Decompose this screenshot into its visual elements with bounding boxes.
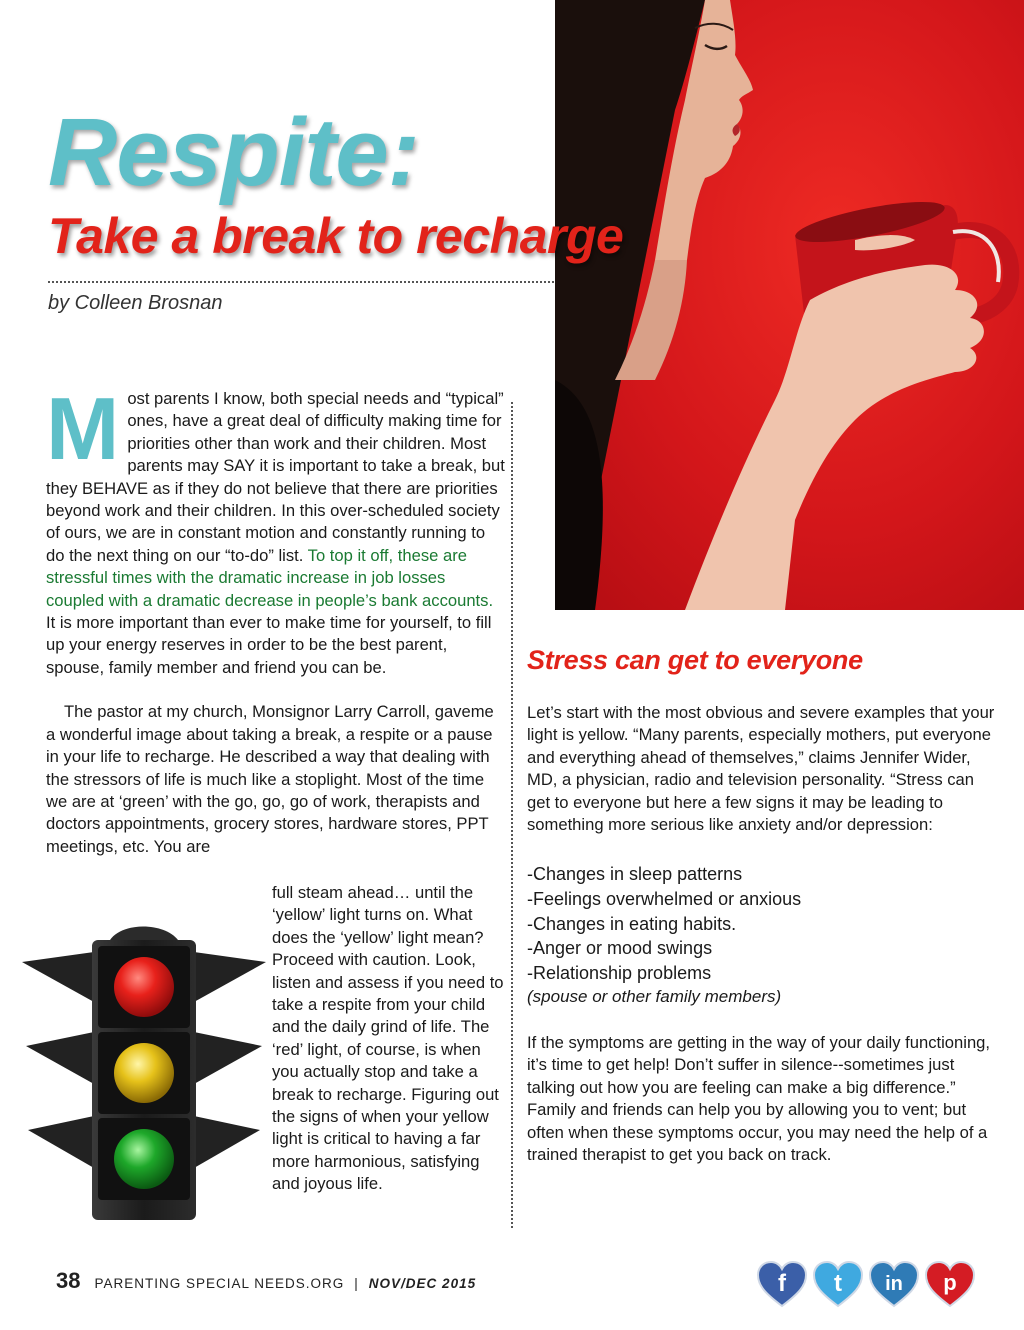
footer-separator: |: [354, 1276, 359, 1291]
pinterest-glyph: p: [943, 1270, 957, 1295]
facebook-icon[interactable]: [756, 1258, 808, 1310]
stress-intro: Let’s start with the most obvious and severe examples that your light is yellow. “Many parents, especially mothers, put everyone and everything ahead of themselves,” claims Jennifer Wider, MD, a physician, radio and television personality. “Stress can get to everyone but here a few signs it may be leading to something more serious like anxiety and/or depression:: [527, 703, 995, 835]
pinterest-icon[interactable]: [924, 1258, 976, 1310]
intro-text: ost parents I know, both special needs and “typical” ones, have a great deal of difficulty making time for priorities other than work and their children. Most parents may SAY it is important to take a break, but they BEHAVE as if they do not believe that there are priorities beyond work and their children. In this over-scheduled society of ours, we are in constant motion and constantly running to do the next thing on our “to-do” list.: [46, 389, 505, 565]
stoplight-paragraph: The pastor at my church, Monsignor Larry Carroll, gaveme a wonderful image about taking a break, a respite or a pause in your life to recharge. He described a way that dealing with the stressors of life is much like a stoplight. Most of the time we are at ‘green’ with the go, go, go of work, therapists and doctors appointments, grocery stores, hardware stores, PPT meetings, etc. You are: [46, 702, 494, 856]
page-footer: [56, 1268, 476, 1294]
left-column: [46, 379, 506, 858]
column-divider: [511, 402, 513, 1228]
symptoms-list: [527, 862, 997, 1010]
hero-photo: [555, 0, 1024, 610]
publication-name: PARENTING SPECIAL NEEDS.ORG: [94, 1276, 345, 1291]
right-column: [527, 702, 997, 1166]
symptom-item: -Anger or mood swings: [527, 938, 713, 959]
closing-paragraph: If the symptoms are getting in the way of your daily functioning, it’s time to get help! Don’t suffer in silence--sometimes just talking out how you are feeling can make a big difference.” Family and friends can help you by allowing you to vent; but often when these symptoms occur, you may need the help of a trained therapist to get you back on track.: [527, 1033, 991, 1165]
page-number: 38: [56, 1268, 81, 1293]
highlighted-text: To top it off, these are stressful times with the dramatic increase in job losses coupled with a dramatic decrease in people’s bank accounts.: [46, 545, 494, 610]
symptom-item: -Feelings overwhelmed or anxious: [527, 889, 802, 910]
intro-text-end: It is more important than ever to make time for yourself, to fill up your energy reserves in order to be the best parent, spouse, family member and friend you can be.: [46, 613, 492, 677]
stoplight-paragraph-continued: full steam ahead… until the ‘yellow’ light turns on. What does the ‘yellow’ light mean? Proceed with caution. Look, listen and assess if you need to take a respite from your child and the daily grind of life. The ‘red’ light, of course, is when you actually stop and take a break to recharge. Figuring out the signs of when your yellow light is critical to having a far more harmonious, satisfying and joyous life.: [272, 883, 504, 1194]
linkedin-glyph: in: [885, 1273, 903, 1295]
symptom-item: -Changes in sleep patterns: [527, 864, 743, 885]
facebook-glyph: f: [778, 1270, 786, 1297]
article-title: Respite:: [48, 99, 419, 206]
symptom-note: (spouse or other family members): [527, 987, 782, 1007]
twitter-glyph: t: [834, 1270, 842, 1297]
byline: by Colleen Brosnan: [48, 292, 223, 314]
traffic-light-icon: [22, 922, 266, 1222]
symptom-item: -Changes in eating habits.: [527, 913, 737, 934]
symptom-item: -Relationship problems: [527, 962, 712, 983]
drop-cap: M: [46, 379, 120, 478]
twitter-icon[interactable]: [812, 1258, 864, 1310]
title-divider: [48, 281, 554, 283]
social-icons: [756, 1258, 976, 1310]
traffic-light-image: [22, 922, 266, 1222]
intro-paragraph: [46, 379, 506, 679]
issue-date: NOV/DEC 2015: [368, 1276, 477, 1291]
section-heading: Stress can get to everyone: [527, 645, 863, 675]
woman-with-mug-illustration: [555, 0, 1024, 610]
article-subtitle: Take a break to recharge: [48, 208, 624, 264]
linkedin-icon[interactable]: [868, 1258, 920, 1310]
